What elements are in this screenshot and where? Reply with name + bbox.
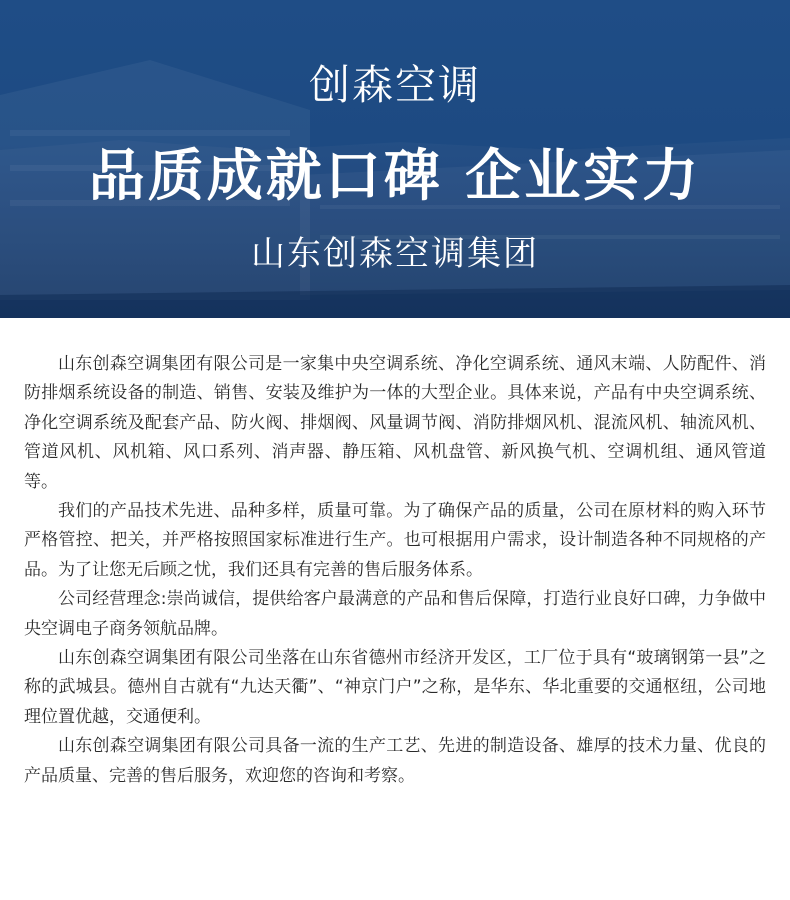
slogan-heading: 品质成就口碑 企业实力 [88,144,702,209]
brand-title: 创森空调 [309,61,481,109]
intro-paragraph-3: 公司经营理念:崇尚诚信，提供给客户最满意的产品和售后保障，打造行业良好口碑，力争做中央空调电子商务领航品牌。 [24,589,766,639]
company-introduction [24,350,766,791]
intro-paragraph-1: 山东创森空调集团有限公司是一家集中央空调系统、净化空调系统、通风末端、人防配件、消防排烟系统设备的制造、销售、安装及维护为一体的大型企业。具体来说，产品有中央空调系统、净化空调系统及配套产品、防火阀、排烟阀、风量调节阀、消防排烟风机、混流风机、轴流风机、管道风机、风机箱、风口系列、消声器、静压箱、风机盘管、新风换气机、空调机组、通风管道等。 [24,354,766,492]
hero-banner [0,0,790,318]
intro-paragraph-2: 我们的产品技术先进、品种多样，质量可靠。为了确保产品的质量，公司在原材料的购入环节严格管控、把关，并严格按照国家标准进行生产。也可根据用户需求，设计制造各种不同规格的产品。为了让您无后顾之忧，我们还具有完善的售后服务体系。 [24,501,766,580]
group-name: 山东创森空调集团 [251,234,539,274]
intro-paragraph-5: 山东创森空调集团有限公司具备一流的生产工艺、先进的制造设备、雄厚的技术力量、优良的产品质量、完善的售后服务，欢迎您的咨询和考察。 [24,736,766,786]
intro-paragraph-4: 山东创森空调集团有限公司坐落在山东省德州市经济开发区，工厂位于具有“玻璃钢第一县”之称的武城县。德州自古就有“九达天衢”、“神京门户”之称，是华东、华北重要的交通枢纽，公司地理位置优越，交通便利。 [24,648,766,727]
